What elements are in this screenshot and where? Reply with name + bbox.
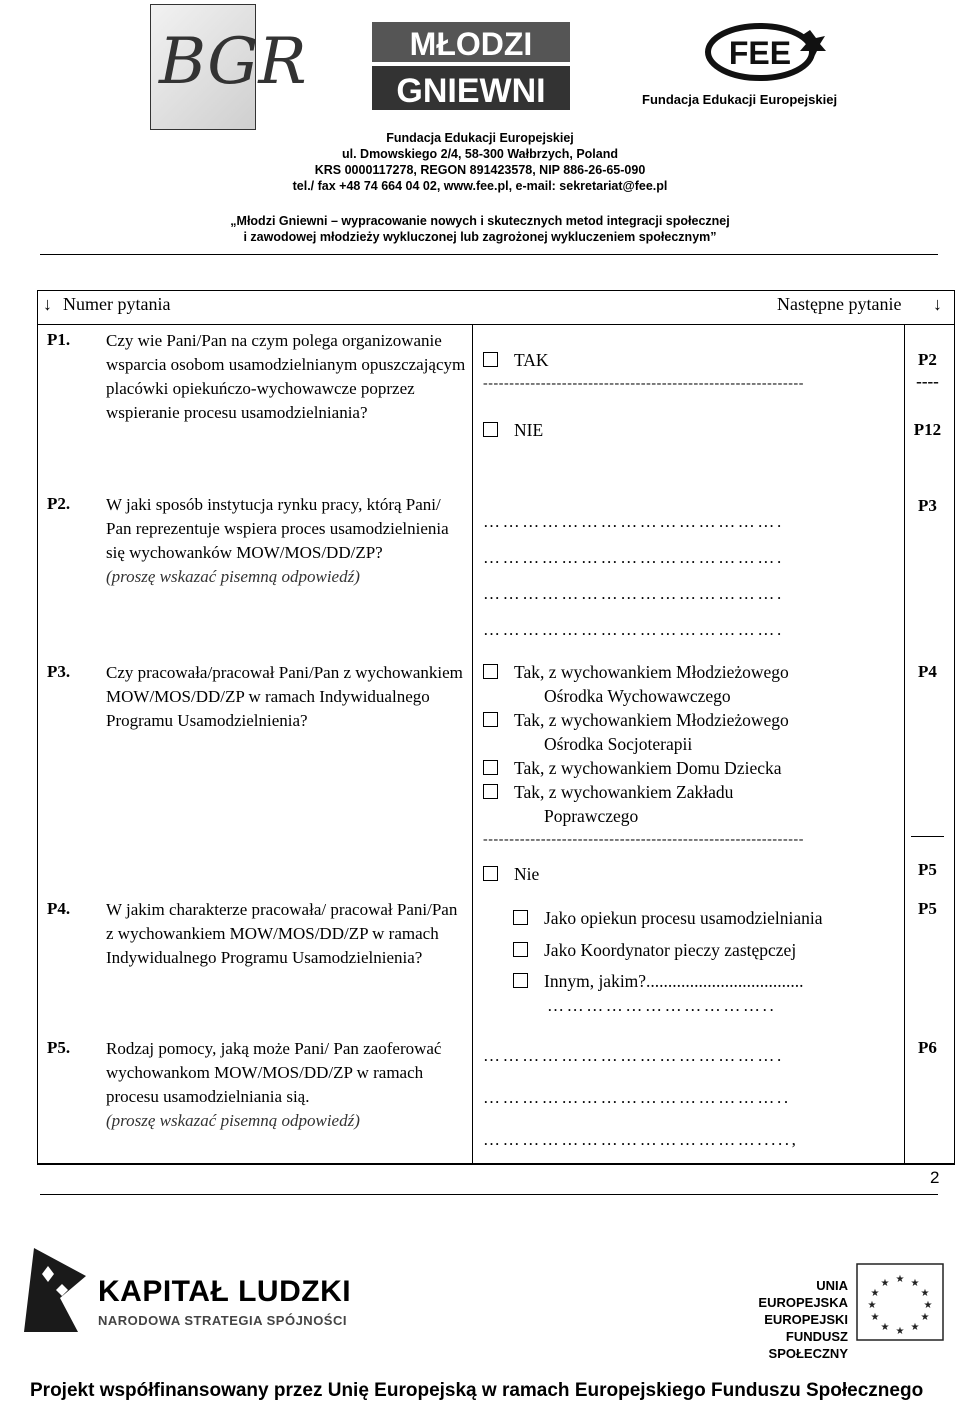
page-number: 2 (930, 1168, 940, 1187)
next-question: P3 (918, 496, 937, 515)
checkbox-icon[interactable] (483, 784, 498, 799)
eu-text (735, 1277, 848, 1362)
option-label: Jako opiekun procesu usamodzielniania (544, 908, 823, 928)
svg-text:★: ★ (895, 1274, 905, 1285)
question-note: (proszę wskazać pisemną odpowiedź) (106, 1111, 360, 1130)
svg-text:★: ★ (880, 1278, 890, 1289)
eu-line: FUNDUSZ SPOŁECZNY (768, 1329, 848, 1361)
contact-line: KRS 0000117278, REGON 891423578, NIP 886-26-65-090 (314, 163, 646, 177)
answer-option[interactable] (483, 348, 549, 372)
question-text (106, 493, 466, 589)
answer-dotted-line[interactable]: ……………………………………....., (483, 1130, 799, 1149)
answer-option-continuation (483, 732, 692, 756)
bgr-logo-text: BGR (159, 25, 307, 99)
question-note: (proszę wskazać pisemną odpowiedź) (106, 567, 360, 586)
question-number: P5. (47, 1038, 71, 1057)
answer-dotted-line[interactable]: ……………………………………….. (483, 1088, 791, 1107)
option-label: Tak, z wychowankiem Domu Dziecka (514, 758, 782, 778)
question-number: P4. (47, 899, 71, 918)
kapital-ludzki-title: KAPITAŁ LUDZKI (98, 1275, 352, 1308)
answer-option-continuation (483, 684, 731, 708)
question-number: P2. (47, 494, 71, 513)
checkbox-icon[interactable] (513, 973, 528, 988)
svg-text:★: ★ (867, 1300, 877, 1311)
project-title-line: i zawodowej młodzieży wykluczonej lub zagrożonej wykluczeniem społecznym” (243, 230, 717, 244)
contact-block (0, 130, 960, 194)
next-question: P5 (918, 899, 937, 918)
checkbox-icon[interactable] (483, 760, 498, 775)
question-text (106, 1037, 466, 1133)
svg-text:★: ★ (923, 1300, 933, 1311)
option-label: NIE (514, 420, 544, 440)
answer-dotted-line[interactable]: ………………………………………. (483, 584, 784, 603)
project-title (0, 213, 960, 245)
next-question: P5 (918, 860, 937, 879)
svg-text:★: ★ (910, 1322, 920, 1333)
svg-text:★: ★ (895, 1326, 905, 1337)
answer-option[interactable] (483, 418, 543, 442)
answer-option[interactable] (483, 906, 822, 930)
logo-mg-line2: GNIEWNI (396, 72, 546, 110)
question-text-main: Rodzaj pomocy, jaką może Pani/ Pan zaoferować wychowankom MOW/MOS/DD/ZP w ramach procesu usamodzielniania sią. (106, 1039, 442, 1106)
checkbox-icon[interactable] (513, 910, 528, 925)
answer-dotted-line[interactable]: ………………………………………. (483, 548, 784, 567)
svg-text:★: ★ (920, 1312, 930, 1323)
fee-caption: Fundacja Edukacji Europejskiej (642, 92, 838, 107)
answer-option[interactable] (483, 708, 789, 732)
project-title-line: „Młodzi Gniewni – wypracowanie nowych i skutecznych metod integracji społecznej (230, 214, 730, 228)
option-label: Nie (514, 864, 540, 884)
eu-line: UNIA EUROPEJSKA (758, 1278, 848, 1310)
answer-dotted-line[interactable]: …………………………….. (547, 996, 777, 1015)
answer-option[interactable] (483, 862, 539, 886)
contact-line: Fundacja Edukacji Europejskiej (386, 131, 574, 145)
checkbox-icon[interactable] (483, 352, 498, 367)
header-divider (40, 254, 938, 255)
answer-option-continuation (483, 804, 638, 828)
svg-text:★: ★ (870, 1312, 880, 1323)
checkbox-icon[interactable] (483, 866, 498, 881)
answer-block (483, 348, 903, 448)
answer-dotted-line[interactable]: ………………………………………. (483, 1046, 784, 1065)
answer-dotted-line[interactable]: ………………………………………. (483, 620, 784, 639)
checkbox-icon[interactable] (483, 422, 498, 437)
column-divider (472, 324, 473, 1164)
option-label: Innym, jakim?.................................... (544, 971, 804, 991)
eu-line: EUROPEJSKI (764, 1312, 848, 1327)
bgr-logo (150, 4, 307, 130)
question-number: P3. (47, 662, 71, 681)
svg-text:★: ★ (870, 1288, 880, 1299)
question-text: Czy wie Pani/Pan na czym polega organizowanie wsparcia osobom usamodzielnianym opuszczającym placówki opiekuńczo-wychowawcze poprzez wspieranie procesu usamodzielniania? (106, 331, 466, 422)
answer-option[interactable] (483, 938, 796, 962)
option-label: Ośrodka Socjoterapii (544, 734, 693, 754)
question-text: W jakim charakterze pracowała/ pracował Pani/Pan z wychowankiem MOW/MOS/DD/ZP w ramach Indywidualnego Programu Usamodzielnienia? (106, 900, 458, 967)
header-question-number: Numer pytania (63, 294, 171, 314)
checkbox-icon[interactable] (483, 664, 498, 679)
option-label: Jako Koordynator pieczy zastępczej (544, 940, 797, 960)
svg-text:★: ★ (880, 1322, 890, 1333)
answer-option[interactable] (483, 969, 804, 993)
next-question: P2 (918, 350, 937, 369)
option-label: TAK (514, 350, 549, 370)
table-header-row (37, 290, 955, 324)
arrow-down-icon: ↓ (43, 294, 52, 314)
answer-lines[interactable] (483, 1044, 903, 1154)
answer-option[interactable] (483, 660, 789, 684)
answer-lines[interactable] (483, 510, 903, 650)
mlodzi-gniewni-logo (366, 14, 576, 114)
option-label: Poprawczego (544, 806, 639, 826)
checkbox-icon[interactable] (513, 942, 528, 957)
answer-block (483, 906, 903, 1016)
question-text: Czy pracowała/pracował Pani/Pan z wychowankiem MOW/MOS/DD/ZP w ramach Indywidualnego Programu Usamodzielnienia? (106, 663, 463, 730)
question-text-main: W jaki sposób instytucja rynku pracy, którą Pani/ Pan reprezentuje wspiera proces usamodzielnienia się wychowanków MOW/MOS/DD/ZP? (106, 495, 449, 562)
project-footer-text: Projekt współfinansowany przez Unię Europejską w ramach Europejskiego Funduszu Społecznego (30, 1380, 924, 1401)
kapital-ludzki-logo (20, 1244, 90, 1336)
next-question: P12 (913, 420, 942, 439)
separator: ------------------------------------------------------------- (483, 832, 804, 847)
option-label: Tak, z wychowankiem Młodzieżowego (514, 710, 789, 730)
answer-option[interactable] (483, 756, 782, 780)
option-label: Ośrodka Wychowawczego (544, 686, 731, 706)
fee-logo-text: FEE (728, 35, 792, 71)
option-label: Tak, z wychowankiem Zakładu (514, 782, 734, 802)
answer-block (483, 660, 903, 890)
next-divider (911, 836, 944, 837)
kapital-ludzki-subtitle: NARODOWA STRATEGIA SPÓJNOŚCI (98, 1313, 347, 1328)
option-label: Tak, z wychowankiem Młodzieżowego (514, 662, 789, 682)
logo-mg-line1: MŁODZI (409, 26, 533, 62)
next-question: P6 (918, 1038, 937, 1057)
next-question: ---- (916, 372, 939, 391)
contact-line: tel./ fax +48 74 664 04 02, www.fee.pl, e-mail: sekretariat@fee.pl (292, 179, 668, 193)
checkbox-icon[interactable] (483, 712, 498, 727)
next-question: P4 (918, 662, 937, 681)
page-divider (40, 1194, 938, 1195)
contact-line: ul. Dmowskiego 2/4, 58-300 Wałbrzych, Poland (341, 147, 618, 161)
eu-flag-icon (855, 1262, 945, 1342)
header-next-question: Następne pytanie (777, 294, 902, 314)
separator: ------------------------------------------------------------- (483, 376, 804, 391)
arrow-down-icon: ↓ (933, 294, 942, 314)
svg-text:★: ★ (920, 1288, 930, 1299)
svg-text:★: ★ (910, 1278, 920, 1289)
row-divider (37, 1164, 955, 1165)
question-number: P1. (47, 330, 71, 349)
row-divider (37, 324, 955, 325)
answer-dotted-line[interactable]: ………………………………………. (483, 512, 784, 531)
answer-option[interactable] (483, 780, 733, 804)
